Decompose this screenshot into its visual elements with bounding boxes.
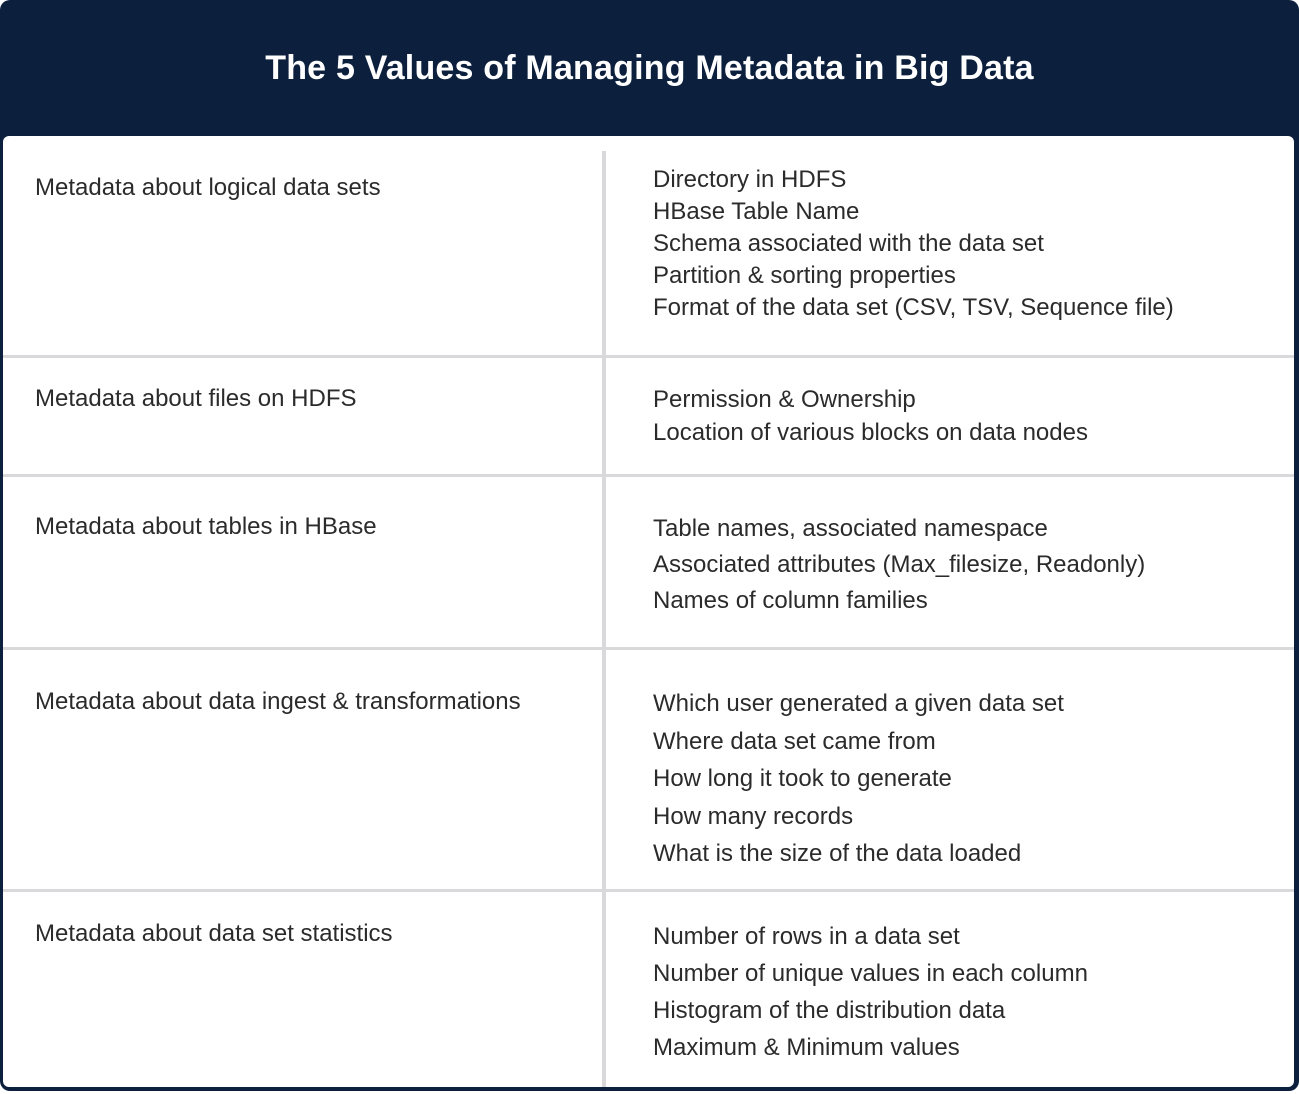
list-item: Where data set came from bbox=[653, 727, 936, 755]
list-item: Directory in HDFS bbox=[653, 166, 847, 193]
list-item: Partition & sorting properties bbox=[653, 262, 956, 289]
row-category: Metadata about data ingest & transformations bbox=[35, 688, 521, 715]
list-item: Number of unique values in each column bbox=[653, 960, 1088, 987]
list-item: Table names, associated namespace bbox=[653, 515, 1048, 542]
list-item: Associated attributes (Max_filesize, Readonly) bbox=[653, 551, 1146, 578]
list-item: Maximum & Minimum values bbox=[653, 1034, 960, 1061]
list-item: Permission & Ownership bbox=[653, 386, 916, 413]
list-item: Location of various blocks on data nodes bbox=[653, 419, 1088, 446]
page-title: The 5 Values of Managing Metadata in Big Data bbox=[265, 48, 1034, 87]
row-items bbox=[653, 918, 1088, 1066]
row-category: Metadata about tables in HBase bbox=[35, 513, 377, 540]
list-item: How many records bbox=[653, 802, 854, 830]
list-item: What is the size of the data loaded bbox=[653, 840, 1022, 867]
list-item: How long it took to generate bbox=[653, 765, 952, 792]
list-item: HBase Table Name bbox=[653, 198, 860, 225]
table-row bbox=[3, 358, 1294, 475]
table-row bbox=[3, 136, 1294, 356]
row-items bbox=[653, 383, 1088, 449]
metadata-table bbox=[3, 136, 1294, 1087]
row-items bbox=[653, 511, 1145, 619]
row-category: Metadata about files on HDFS bbox=[35, 385, 357, 412]
list-item: Schema associated with the data set bbox=[653, 230, 1044, 257]
row-items bbox=[653, 164, 1174, 324]
row-category: Metadata about data set statistics bbox=[35, 920, 393, 947]
table-row bbox=[3, 477, 1294, 647]
list-item: Format of the data set (CSV, TSV, Sequence file) bbox=[653, 294, 1174, 321]
list-item: Histogram of the distribution data bbox=[653, 997, 1006, 1024]
list-item: Names of column families bbox=[653, 587, 928, 614]
list-item: Which user generated a given data set bbox=[653, 690, 1064, 717]
row-items bbox=[653, 685, 1064, 873]
table-row bbox=[3, 650, 1294, 890]
list-item: Number of rows in a data set bbox=[653, 923, 960, 950]
row-category: Metadata about logical data sets bbox=[35, 174, 381, 201]
table-row bbox=[3, 892, 1294, 1087]
